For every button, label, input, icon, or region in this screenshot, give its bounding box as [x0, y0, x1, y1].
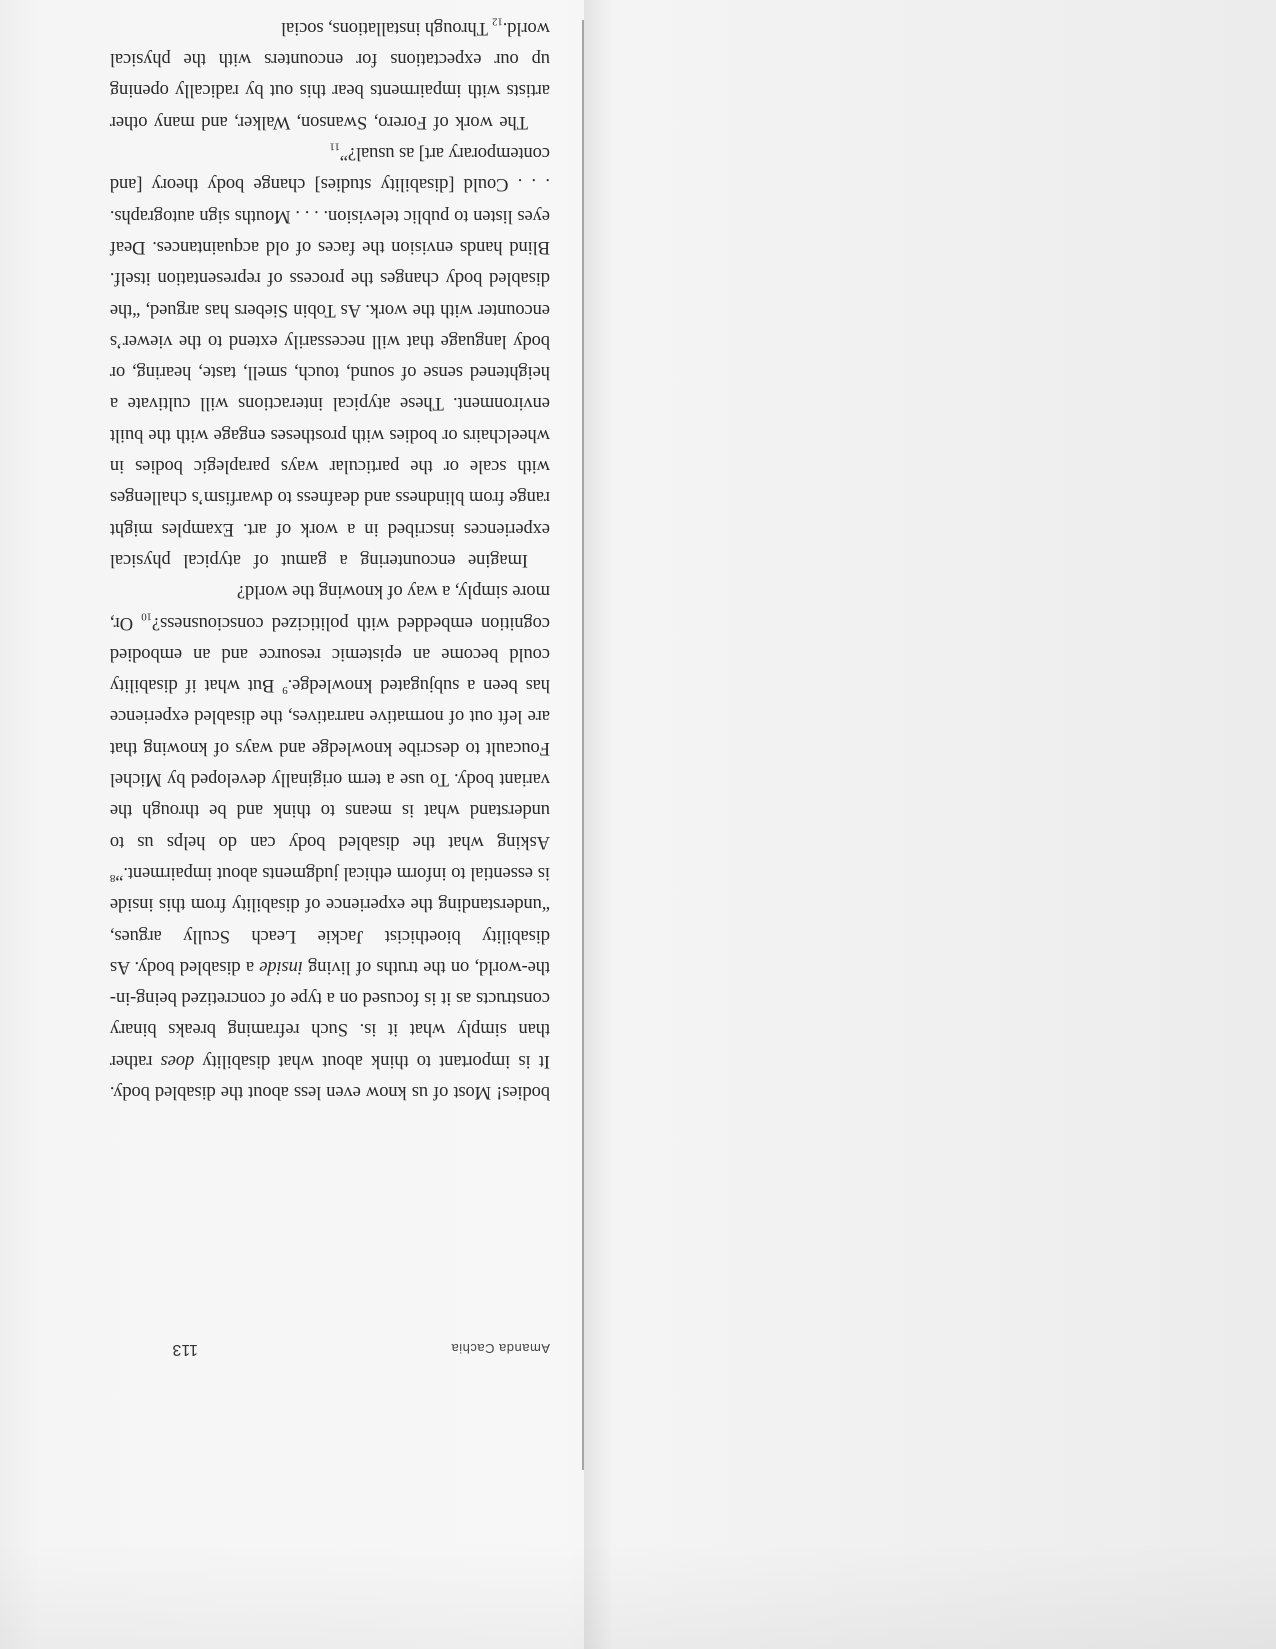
text-run: bodies! Most of us know even less about the disabled body. It is important to think about what disability [110, 1050, 550, 1103]
running-head [110, 1330, 550, 1360]
emphasis-text: does [160, 1050, 195, 1072]
text-run: But what if disability could become an epistemic resource and an embodied cognition embedded with politicized consciousness? [110, 612, 550, 697]
text-run: The work of Forero, Swanson, Walker, and many other artists with impairments bear this out by radically opening up our expectations for encounters with the physical world. [110, 17, 550, 133]
running-head-author: Amanda Cachia [451, 1341, 550, 1356]
body-text [110, 13, 550, 1108]
footnote-marker: 10 [141, 609, 153, 622]
scan-edge-shade [0, 1540, 1276, 1649]
text-run: Imagine encountering a gamut of atypical physical experiences inscribed in a work of art. Examples might range from blindness and deafness to dwarfism’s challenges with scale or the particular ways paraplegic bodies in wheelchairs or bodies with prostheses engage with the built environment. These atypical interactions will cultivate a heightened sense of sound, touch, smell, taste, hearing, or body language that will necessarily extend to the viewer’s encounter with the work. As Tobin Siebers has argued, “the disabled body changes the process of representation itself. Blind hands envision the faces of old acquaintances. Deaf eyes listen to public television. . . . Mouths sign autographs. . . . Could [disability studies] change body theory [and contemporary art] as usual?” [110, 143, 550, 571]
text-run: Through installations, social [281, 17, 493, 39]
paragraph-1 [110, 576, 550, 1108]
page-content-rotated [110, 15, 550, 1360]
text-run: rather than simply what it is. Such reframing breaks binary constructs as it is focused on a type of concretized being-in-the-world, on the truths of living [110, 956, 550, 1072]
footnote-marker: 9 [282, 684, 288, 697]
paragraph-3 [110, 13, 550, 138]
footnote-marker: 8 [110, 872, 116, 885]
footnote-marker: 12 [492, 15, 503, 28]
text-run: Or, more simply, a way of knowing the world? [110, 581, 550, 634]
emphasis-text: inside [259, 956, 303, 978]
text-run: a disabled body. As disability bioethicist Jackie Leach Scully argues, “understanding the experience of disability from this inside is essential to inform ethical judgments about impairment.” [110, 862, 550, 978]
footnote-marker: 11 [329, 140, 340, 153]
paragraph-2 [110, 138, 550, 576]
gutter-shadow [584, 0, 614, 1649]
book-gutter [582, 20, 584, 1470]
page-number: 113 [172, 1341, 198, 1358]
text-run: Asking what the disabled body can do helps us to understand what is means to think and be through the variant body. To use a term originally developed by Michel Foucault to describe knowledge and ways of knowing that are left out of normative narratives, the disabled experience has been a subjugated knowledge. [110, 675, 550, 853]
